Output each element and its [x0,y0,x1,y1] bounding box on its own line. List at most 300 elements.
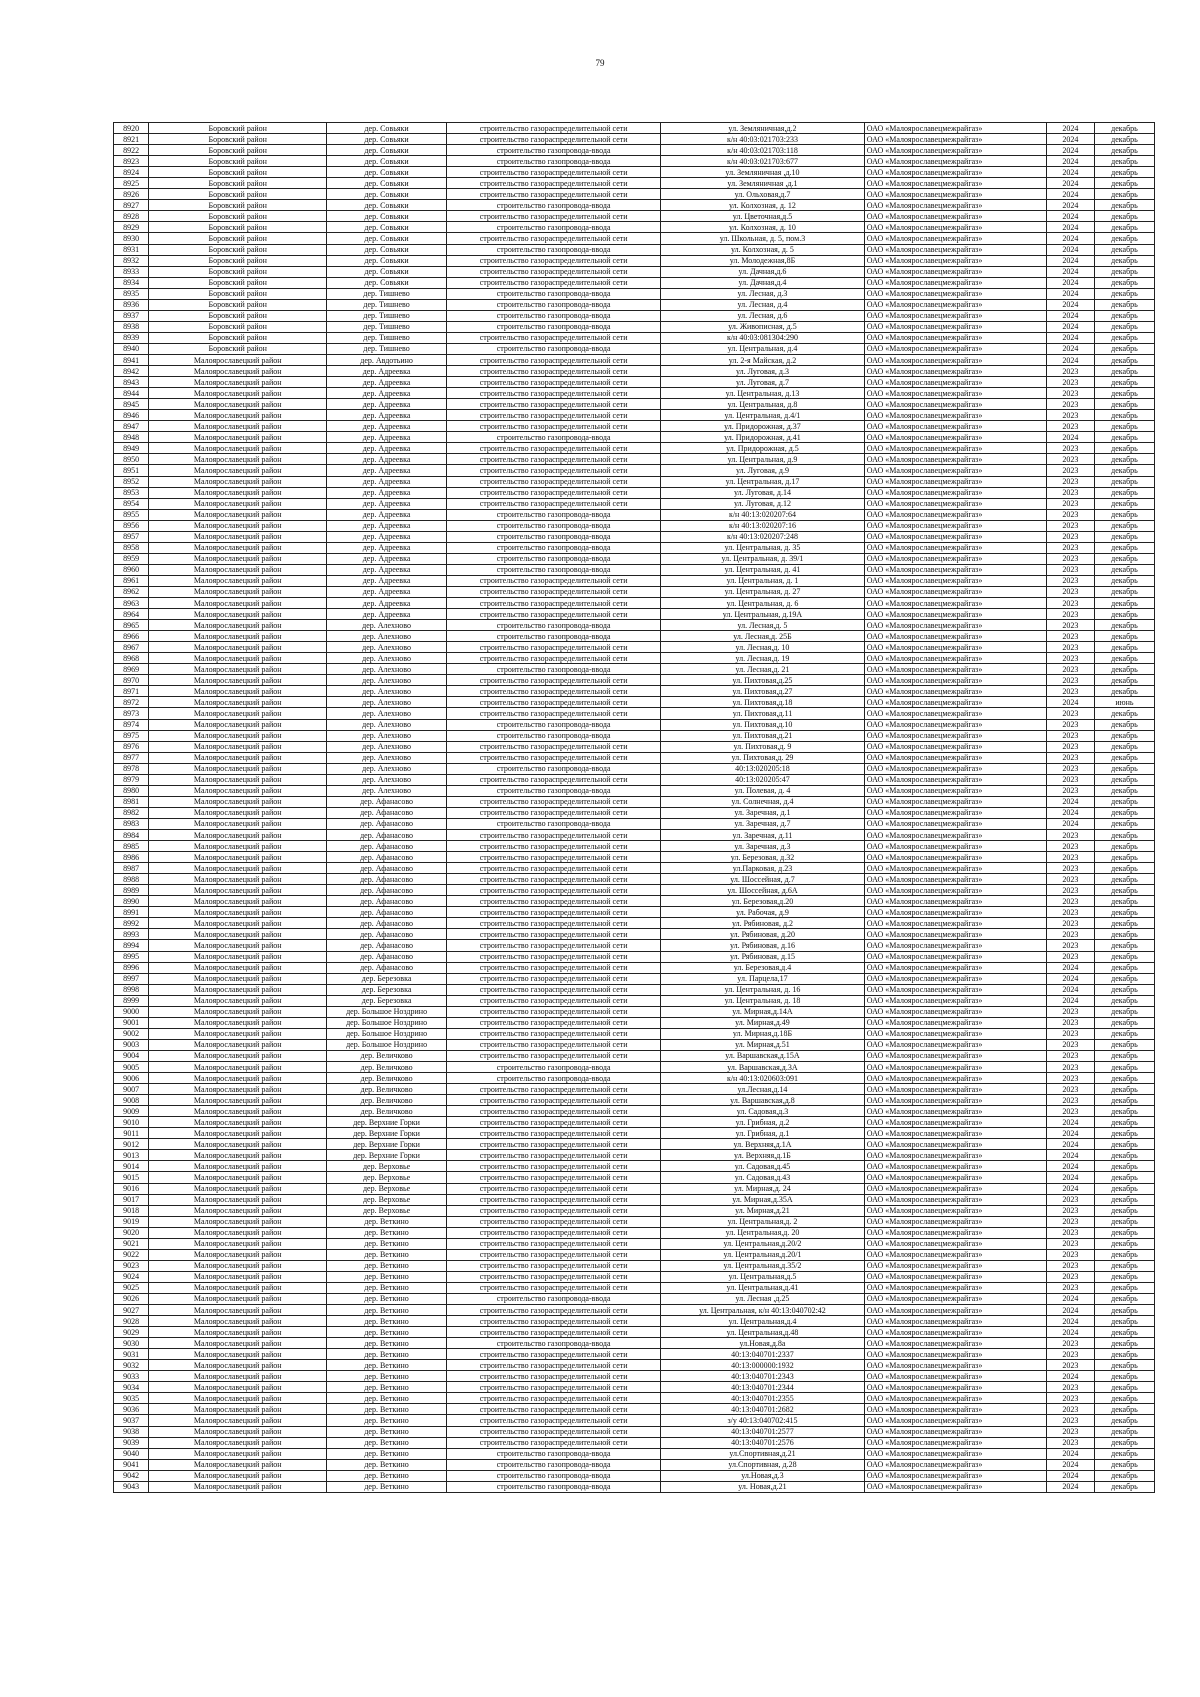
month-cell: декабрь [1094,178,1154,189]
month-cell: декабрь [1094,1073,1154,1084]
month-cell: декабрь [1094,863,1154,874]
district-cell: Малоярославецкий район [149,564,327,575]
table-row [114,918,1155,929]
table-row [114,719,1155,730]
month-cell: декабрь [1094,1426,1154,1437]
settlement-cell: дер. Верховье [327,1183,447,1194]
year-cell: 2023 [1046,487,1094,498]
district-cell: Малоярославецкий район [149,918,327,929]
organization-cell: ОАО «Малоярославецмежрайгаз» [864,1470,1046,1481]
row-number: 8960 [114,564,149,575]
month-cell: декабрь [1094,1282,1154,1293]
month-cell: декабрь [1094,1470,1154,1481]
organization-cell: ОАО «Малоярославецмежрайгаз» [864,222,1046,233]
month-cell: декабрь [1094,642,1154,653]
table-row [114,1227,1155,1238]
table-row [114,377,1155,388]
work-type-cell: строительство газопровода-ввода [447,785,661,796]
organization-cell: ОАО «Малоярославецмежрайгаз» [864,310,1046,321]
year-cell: 2023 [1046,1006,1094,1017]
year-cell: 2024 [1046,332,1094,343]
table-row [114,1271,1155,1282]
year-cell: 2024 [1046,1128,1094,1139]
row-number: 8933 [114,266,149,277]
row-number: 8943 [114,377,149,388]
organization-cell: ОАО «Малоярославецмежрайгаз» [864,366,1046,377]
table-row [114,1061,1155,1072]
work-type-cell: строительство газопровода-ввода [447,719,661,730]
organization-cell: ОАО «Малоярославецмежрайгаз» [864,156,1046,167]
table-row [114,1426,1155,1437]
table-row [114,1161,1155,1172]
year-cell: 2023 [1046,1084,1094,1095]
address-cell: ул. Парцела,17 [661,973,864,984]
work-type-cell: строительство газораспределительной сети [447,1117,661,1128]
month-cell: декабрь [1094,830,1154,841]
year-cell: 2024 [1046,995,1094,1006]
address-cell: ул. Мирная,д. 24 [661,1183,864,1194]
settlement-cell: дер. Алехново [327,730,447,741]
row-number: 8939 [114,332,149,343]
settlement-cell: дер. Верховье [327,1172,447,1183]
row-number: 9034 [114,1382,149,1393]
settlement-cell: дер. Верхние Горки [327,1128,447,1139]
settlement-cell: дер. Величково [327,1061,447,1072]
month-cell: декабрь [1094,310,1154,321]
work-type-cell: строительство газораспределительной сети [447,1426,661,1437]
settlement-cell: дер. Тишнево [327,299,447,310]
settlement-cell: дер. Алехново [327,697,447,708]
settlement-cell: дер. Алехново [327,653,447,664]
address-cell: ул.Спортивная,д.21 [661,1448,864,1459]
work-type-cell: строительство газораспределительной сети [447,498,661,509]
row-number: 9007 [114,1084,149,1095]
district-cell: Малоярославецкий район [149,388,327,399]
month-cell: декабрь [1094,675,1154,686]
settlement-cell: дер. Веткино [327,1282,447,1293]
district-cell: Малоярославецкий район [149,620,327,631]
row-number: 8953 [114,487,149,498]
month-cell: декабрь [1094,1316,1154,1327]
district-cell: Малоярославецкий район [149,1183,327,1194]
table-row [114,277,1155,288]
month-cell: декабрь [1094,321,1154,332]
organization-cell: ОАО «Малоярославецмежрайгаз» [864,255,1046,266]
organization-cell: ОАО «Малоярославецмежрайгаз» [864,1260,1046,1271]
work-type-cell: строительство газораспределительной сети [447,1194,661,1205]
organization-cell: ОАО «Малоярославецмежрайгаз» [864,288,1046,299]
district-cell: Боровский район [149,134,327,145]
district-cell: Малоярославецкий район [149,697,327,708]
district-cell: Малоярославецкий район [149,1282,327,1293]
year-cell: 2023 [1046,1338,1094,1349]
address-cell: ул. Шоссейная, д.7 [661,874,864,885]
organization-cell: ОАО «Малоярославецмежрайгаз» [864,1415,1046,1426]
settlement-cell: дер. Веткино [327,1216,447,1227]
work-type-cell: строительство газопровода-ввода [447,730,661,741]
organization-cell: ОАО «Малоярославецмежрайгаз» [864,785,1046,796]
work-type-cell: строительство газораспределительной сети [447,1316,661,1327]
address-cell: ул. Заречная, д.1 [661,807,864,818]
organization-cell: ОАО «Малоярославецмежрайгаз» [864,708,1046,719]
address-cell: ул. Мирная,д.51 [661,1039,864,1050]
row-number: 8927 [114,200,149,211]
work-type-cell: строительство газораспределительной сети [447,178,661,189]
work-type-cell: строительство газопровода-ввода [447,664,661,675]
row-number: 9024 [114,1271,149,1282]
month-cell: декабрь [1094,454,1154,465]
address-cell: ул. Пихтовая,д. 29 [661,752,864,763]
month-cell: декабрь [1094,244,1154,255]
row-number: 8930 [114,233,149,244]
work-type-cell: строительство газораспределительной сети [447,1139,661,1150]
district-cell: Малоярославецкий район [149,465,327,476]
district-cell: Малоярославецкий район [149,1327,327,1338]
month-cell: декабрь [1094,377,1154,388]
settlement-cell: дер. Совьяки [327,167,447,178]
organization-cell: ОАО «Малоярославецмежрайгаз» [864,321,1046,332]
address-cell: ул. Центральная, к/н 40:13:040702:42 [661,1305,864,1316]
district-cell: Малоярославецкий район [149,1437,327,1448]
row-number: 8986 [114,852,149,863]
year-cell: 2024 [1046,354,1094,365]
organization-cell: ОАО «Малоярославецмежрайгаз» [864,1316,1046,1327]
organization-cell: ОАО «Малоярославецмежрайгаз» [864,134,1046,145]
organization-cell: ОАО «Малоярославецмежрайгаз» [864,609,1046,620]
settlement-cell: дер. Веткино [327,1404,447,1415]
row-number: 8976 [114,741,149,752]
month-cell: декабрь [1094,1448,1154,1459]
organization-cell: ОАО «Малоярославецмежрайгаз» [864,1338,1046,1349]
table-row [114,675,1155,686]
work-type-cell: строительство газораспределительной сети [447,1161,661,1172]
address-cell: ул. Пихтовая,д.10 [661,719,864,730]
settlement-cell: дер. Афанасово [327,918,447,929]
year-cell: 2023 [1046,1028,1094,1039]
row-number: 8955 [114,509,149,520]
year-cell: 2023 [1046,1282,1094,1293]
work-type-cell: строительство газопровода-ввода [447,1448,661,1459]
address-cell: ул. Земляничная ,д.10 [661,167,864,178]
year-cell: 2024 [1046,178,1094,189]
table-row [114,299,1155,310]
month-cell: декабрь [1094,1061,1154,1072]
row-number: 9003 [114,1039,149,1050]
address-cell: ул. Центральная, д. 18 [661,995,864,1006]
work-type-cell: строительство газораспределительной сети [447,1393,661,1404]
row-number: 8958 [114,542,149,553]
row-number: 8944 [114,388,149,399]
year-cell: 2023 [1046,785,1094,796]
row-number: 8995 [114,951,149,962]
row-number: 8952 [114,476,149,487]
work-type-cell: строительство газораспределительной сети [447,1205,661,1216]
row-number: 8997 [114,973,149,984]
organization-cell: ОАО «Малоярославецмежрайгаз» [864,1305,1046,1316]
row-number: 8938 [114,321,149,332]
row-number: 8983 [114,818,149,829]
district-cell: Боровский район [149,156,327,167]
table-row [114,807,1155,818]
year-cell: 2023 [1046,1271,1094,1282]
settlement-cell: дер. Адреевка [327,553,447,564]
address-cell: ул. Рабочая, д.9 [661,907,864,918]
month-cell: декабрь [1094,874,1154,885]
address-cell: 40:13:040701:2343 [661,1371,864,1382]
row-number: 9012 [114,1139,149,1150]
month-cell: декабрь [1094,1349,1154,1360]
work-type-cell: строительство газораспределительной сети [447,863,661,874]
row-number: 8926 [114,189,149,200]
district-cell: Малоярославецкий район [149,1039,327,1050]
district-cell: Малоярославецкий район [149,1139,327,1150]
table-row [114,796,1155,807]
row-number: 9027 [114,1305,149,1316]
month-cell: декабрь [1094,1305,1154,1316]
district-cell: Малоярославецкий район [149,631,327,642]
organization-cell: ОАО «Малоярославецмежрайгаз» [864,189,1046,200]
address-cell: ул. Молодежная,8Б [661,255,864,266]
district-cell: Малоярославецкий район [149,741,327,752]
organization-cell: ОАО «Малоярославецмежрайгаз» [864,1382,1046,1393]
work-type-cell: строительство газораспределительной сети [447,487,661,498]
organization-cell: ОАО «Малоярославецмежрайгаз» [864,200,1046,211]
address-cell: ул.Новая,д.8а [661,1338,864,1349]
address-cell: ул. Лесная,д. 19 [661,653,864,664]
district-cell: Малоярославецкий район [149,410,327,421]
settlement-cell: дер. Совьяки [327,255,447,266]
table-row [114,1017,1155,1028]
organization-cell: ОАО «Малоярославецмежрайгаз» [864,852,1046,863]
address-cell: ул. Пихтовая,д.25 [661,675,864,686]
organization-cell: ОАО «Малоярославецмежрайгаз» [864,1282,1046,1293]
organization-cell: ОАО «Малоярославецмежрайгаз» [864,929,1046,940]
district-cell: Малоярославецкий район [149,498,327,509]
address-cell: ул. Центральная,д.20/1 [661,1249,864,1260]
year-cell: 2023 [1046,1095,1094,1106]
month-cell: декабрь [1094,708,1154,719]
year-cell: 2023 [1046,741,1094,752]
organization-cell: ОАО «Малоярославецмежрайгаз» [864,388,1046,399]
organization-cell: ОАО «Малоярославецмежрайгаз» [864,951,1046,962]
address-cell: ул. Лесная,д. 5 [661,620,864,631]
district-cell: Боровский район [149,123,327,134]
row-number: 8979 [114,774,149,785]
table-row [114,653,1155,664]
work-type-cell: строительство газораспределительной сети [447,609,661,620]
row-number: 8991 [114,907,149,918]
work-type-cell: строительство газораспределительной сети [447,940,661,951]
table-row [114,1404,1155,1415]
district-cell: Малоярославецкий район [149,1028,327,1039]
year-cell: 2023 [1046,620,1094,631]
month-cell: декабрь [1094,609,1154,620]
work-type-cell: строительство газопровода-ввода [447,288,661,299]
month-cell: декабрь [1094,432,1154,443]
month-cell: декабрь [1094,631,1154,642]
address-cell: ул. Центральная, д.17 [661,476,864,487]
work-type-cell: строительство газораспределительной сети [447,476,661,487]
row-number: 8922 [114,145,149,156]
row-number: 8965 [114,620,149,631]
organization-cell: ОАО «Малоярославецмежрайгаз» [864,1106,1046,1117]
month-cell: декабрь [1094,542,1154,553]
year-cell: 2024 [1046,343,1094,354]
table-row [114,708,1155,719]
row-number: 8988 [114,874,149,885]
settlement-cell: дер. Совьяки [327,222,447,233]
district-cell: Малоярославецкий район [149,885,327,896]
work-type-cell: строительство газораспределительной сети [447,1039,661,1050]
organization-cell: ОАО «Малоярославецмежрайгаз» [864,1360,1046,1371]
settlement-cell: дер. Алехново [327,774,447,785]
settlement-cell: дер. Адреевка [327,421,447,432]
table-row [114,785,1155,796]
organization-cell: ОАО «Малоярославецмежрайгаз» [864,178,1046,189]
row-number: 8964 [114,609,149,620]
work-type-cell: строительство газопровода-ввода [447,1061,661,1072]
year-cell: 2023 [1046,377,1094,388]
table-row [114,432,1155,443]
organization-cell: ОАО «Малоярославецмежрайгаз» [864,1006,1046,1017]
settlement-cell: дер. Верховье [327,1161,447,1172]
table-row [114,564,1155,575]
organization-cell: ОАО «Малоярославецмежрайгаз» [864,1426,1046,1437]
year-cell: 2023 [1046,1106,1094,1117]
organization-cell: ОАО «Малоярославецмежрайгаз» [864,487,1046,498]
district-cell: Малоярославецкий район [149,1073,327,1084]
work-type-cell: строительство газораспределительной сети [447,1216,661,1227]
settlement-cell: дер. Адреевка [327,443,447,454]
district-cell: Боровский район [149,178,327,189]
settlement-cell: дер. Афанасово [327,951,447,962]
work-type-cell: строительство газораспределительной сети [447,123,661,134]
address-cell: ул. Центральная, д. 1 [661,575,864,586]
address-cell: ул. Центральная, д.9 [661,454,864,465]
settlement-cell: дер. Веткино [327,1271,447,1282]
organization-cell: ОАО «Малоярославецмежрайгаз» [864,741,1046,752]
organization-cell: ОАО «Малоярославецмежрайгаз» [864,1271,1046,1282]
table-row [114,984,1155,995]
settlement-cell: дер. Адреевка [327,575,447,586]
district-cell: Боровский район [149,244,327,255]
month-cell: декабрь [1094,586,1154,597]
table-row [114,354,1155,365]
work-type-cell: строительство газопровода-ввода [447,145,661,156]
organization-cell: ОАО «Малоярославецмежрайгаз» [864,277,1046,288]
year-cell: 2023 [1046,763,1094,774]
district-cell: Малоярославецкий район [149,719,327,730]
district-cell: Малоярославецкий район [149,598,327,609]
work-type-cell: строительство газораспределительной сети [447,410,661,421]
organization-cell: ОАО «Малоярославецмежрайгаз» [864,1172,1046,1183]
year-cell: 2023 [1046,476,1094,487]
district-cell: Малоярославецкий район [149,1061,327,1072]
year-cell: 2023 [1046,1238,1094,1249]
year-cell: 2024 [1046,288,1094,299]
settlement-cell: дер. Березовка [327,984,447,995]
district-cell: Малоярославецкий район [149,686,327,697]
district-cell: Малоярославецкий район [149,1470,327,1481]
address-cell: ул. Лесная ,д.25 [661,1293,864,1304]
row-number: 8969 [114,664,149,675]
address-cell: ул. Колхозная, д. 10 [661,222,864,233]
organization-cell: ОАО «Малоярославецмежрайгаз» [864,1128,1046,1139]
district-cell: Малоярославецкий район [149,830,327,841]
address-cell: ул. Земляничная,д.2 [661,123,864,134]
district-cell: Малоярославецкий район [149,896,327,907]
year-cell: 2023 [1046,1205,1094,1216]
district-cell: Малоярославецкий район [149,984,327,995]
row-number: 8951 [114,465,149,476]
organization-cell: ОАО «Малоярославецмежрайгаз» [864,377,1046,388]
row-number: 8985 [114,841,149,852]
address-cell: ул. Лесная, д.3 [661,288,864,299]
month-cell: декабрь [1094,255,1154,266]
organization-cell: ОАО «Малоярославецмежрайгаз» [864,697,1046,708]
district-cell: Малоярославецкий район [149,763,327,774]
organization-cell: ОАО «Малоярославецмежрайгаз» [864,841,1046,852]
address-cell: ул. Верхняя,д.1Б [661,1150,864,1161]
address-cell: ул. Мирная,д.14А [661,1006,864,1017]
work-type-cell: строительство газопровода-ввода [447,321,661,332]
work-type-cell: строительство газораспределительной сети [447,354,661,365]
district-cell: Малоярославецкий район [149,675,327,686]
district-cell: Малоярославецкий район [149,1205,327,1216]
row-number: 9001 [114,1017,149,1028]
address-cell: к/н 40:03:021703:118 [661,145,864,156]
month-cell: декабрь [1094,167,1154,178]
settlement-cell: дер. Величково [327,1073,447,1084]
table-row [114,1293,1155,1304]
work-type-cell: строительство газораспределительной сети [447,598,661,609]
address-cell: к/н 40:13:020207:64 [661,509,864,520]
work-type-cell: строительство газопровода-ввода [447,244,661,255]
year-cell: 2024 [1046,1305,1094,1316]
settlement-cell: дер. Алехново [327,675,447,686]
row-number: 8928 [114,211,149,222]
address-cell: ул. Центральная,д.41 [661,1282,864,1293]
month-cell: декабрь [1094,1117,1154,1128]
month-cell: декабрь [1094,774,1154,785]
address-cell: ул. Центральная, д. 35 [661,542,864,553]
month-cell: декабрь [1094,498,1154,509]
settlement-cell: дер. Веткино [327,1470,447,1481]
month-cell: декабрь [1094,719,1154,730]
address-cell: ул. Колхозная, д. 5 [661,244,864,255]
month-cell: декабрь [1094,1161,1154,1172]
work-type-cell: строительство газораспределительной сети [447,1172,661,1183]
row-number: 8935 [114,288,149,299]
row-number: 8998 [114,984,149,995]
row-number: 8994 [114,940,149,951]
table-row [114,730,1155,741]
district-cell: Малоярославецкий район [149,377,327,388]
organization-cell: ОАО «Малоярославецмежрайгаз» [864,1205,1046,1216]
district-cell: Малоярославецкий район [149,1349,327,1360]
address-cell: 40:13:000000:1932 [661,1360,864,1371]
table-row [114,255,1155,266]
row-number: 9035 [114,1393,149,1404]
year-cell: 2023 [1046,531,1094,542]
table-row [114,1305,1155,1316]
year-cell: 2023 [1046,951,1094,962]
district-cell: Малоярославецкий район [149,399,327,410]
table-row [114,1360,1155,1371]
row-number: 9004 [114,1050,149,1061]
organization-cell: ОАО «Малоярославецмежрайгаз» [864,1150,1046,1161]
settlement-cell: дер. Веткино [327,1360,447,1371]
